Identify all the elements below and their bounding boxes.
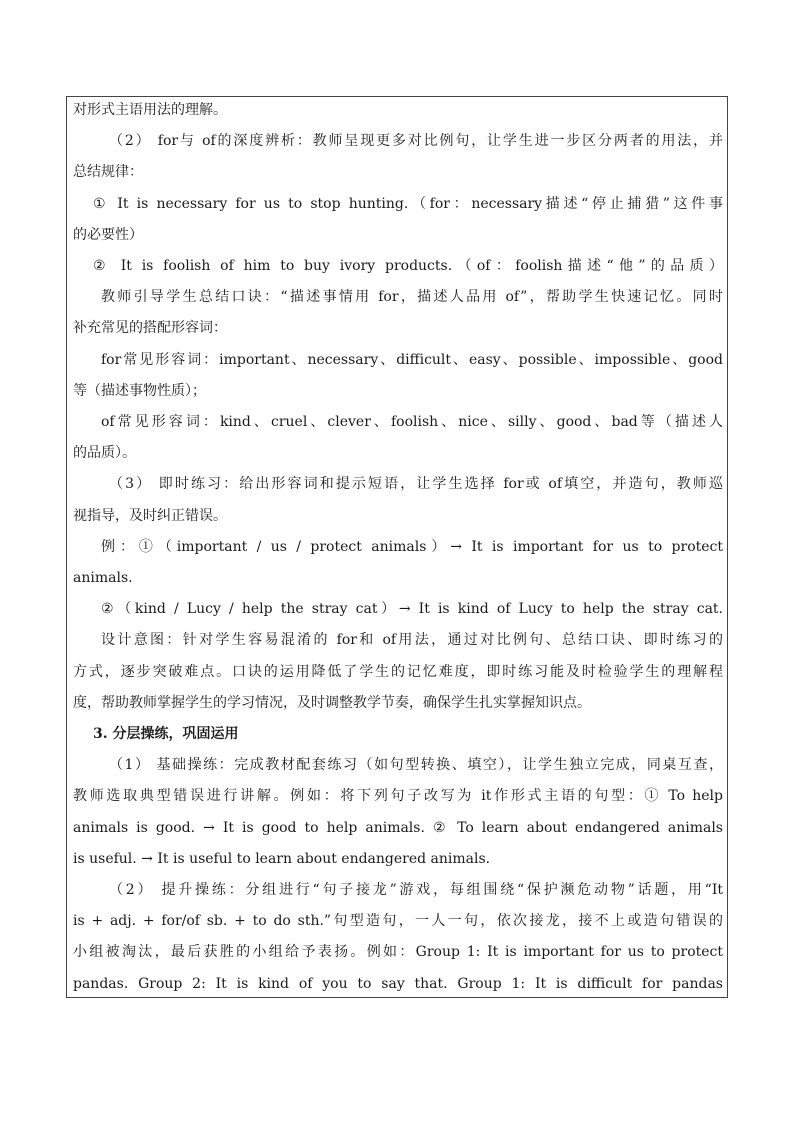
text-line-11: of常见形容词：kind、cruel、clever、foolish、nice、silly、good、bad等（描述人 <box>101 414 723 430</box>
text-line-10: 等（描述事物性质）； <box>73 382 206 399</box>
text-line-28: 小组被淘汰，最后获胜的小组给予表扬。例如：Group 1: It is important for us to protect <box>73 944 723 961</box>
lesson-plan-table-cell <box>66 96 728 998</box>
text-line-19: 方式，逐步突破难点。口诀的运用降低了学生的记忆难度，即时练习能及时检验学生的理解程 <box>73 663 723 680</box>
text-line-15: 例：①（important / us / protect animals）→ It is important for us to protect <box>101 538 723 555</box>
text-line-2: （2） for与 of的深度辨析：教师呈现更多对比例句，让学生进一步区分两者的用法，并 <box>109 133 723 150</box>
text-line-7: 教师引导学生总结口诀：“描述事情用 for，描述人品用 of”，帮助学生快速记忆。同时 <box>101 289 723 306</box>
text-line-16: animals. <box>73 570 133 586</box>
text-line-1: 对形式主语用法的理解。 <box>73 102 227 118</box>
text-line-17: ②（kind / Lucy / help the stray cat）→ It is kind of Lucy to help the stray cat. <box>101 601 723 618</box>
section-heading: 3. 分层操练，巩固运用 <box>93 726 239 742</box>
text-line-3: 总结规律： <box>73 164 143 181</box>
text-line-13: （3） 即时练习：给出形容词和提示短语，让学生选择 for或 of填空，并造句，教师巡 <box>109 476 723 493</box>
text-line-26: （2） 提升操练：分组进行“句子接龙”游戏，每组围绕“保护濒危动物”话题，用“It <box>109 882 723 898</box>
text-line-20: 度，帮助教师掌握学生的学习情况，及时调整教学节奏，确保学生扎实掌握知识点。 <box>73 694 591 711</box>
text-line-6: ② It is foolish of him to buy ivory products.（of：foolish描述“他”的品质） <box>93 258 723 274</box>
text-line-24: animals is good. → It is good to help animals. ② To learn about endangered animals <box>73 819 723 836</box>
text-line-23: 教师选取典型错误进行讲解。例如：将下列句子改写为 it作形式主语的句型：① To help <box>73 788 723 805</box>
text-line-14: 视指导，及时纠正错误。 <box>73 507 227 524</box>
text-line-22: （1） 基础操练：完成教材配套练习（如句型转换、填空），让学生独立完成，同桌互查， <box>109 757 723 774</box>
text-line-4: ① It is necessary for us to stop hunting.（for：necessary描述“停止捕猎”这件事 <box>93 195 723 212</box>
text-line-8: 补充常见的搭配形容词： <box>73 320 227 337</box>
text-line-5: 的必要性） <box>73 226 143 243</box>
text-line-25: is useful. → It is useful to learn about endangered animals. <box>73 850 491 867</box>
text-line-27: is + adj. + for/of sb. + to do sth.”句型造句，一人一句，依次接龙，接不上或造句错误的 <box>73 913 723 930</box>
text-line-12: 的品质）。 <box>73 445 136 462</box>
text-line-18: 设计意图：针对学生容易混淆的 for和 of用法，通过对比例句、总结口诀、即时练习的 <box>101 632 723 649</box>
text-line-9: for常见形容词：important、necessary、difficult、easy、possible、impossible、good <box>101 351 723 368</box>
text-line-29: pandas. Group 2: It is kind of you to say that. Group 1: It is difficult for pandas <box>73 975 723 992</box>
